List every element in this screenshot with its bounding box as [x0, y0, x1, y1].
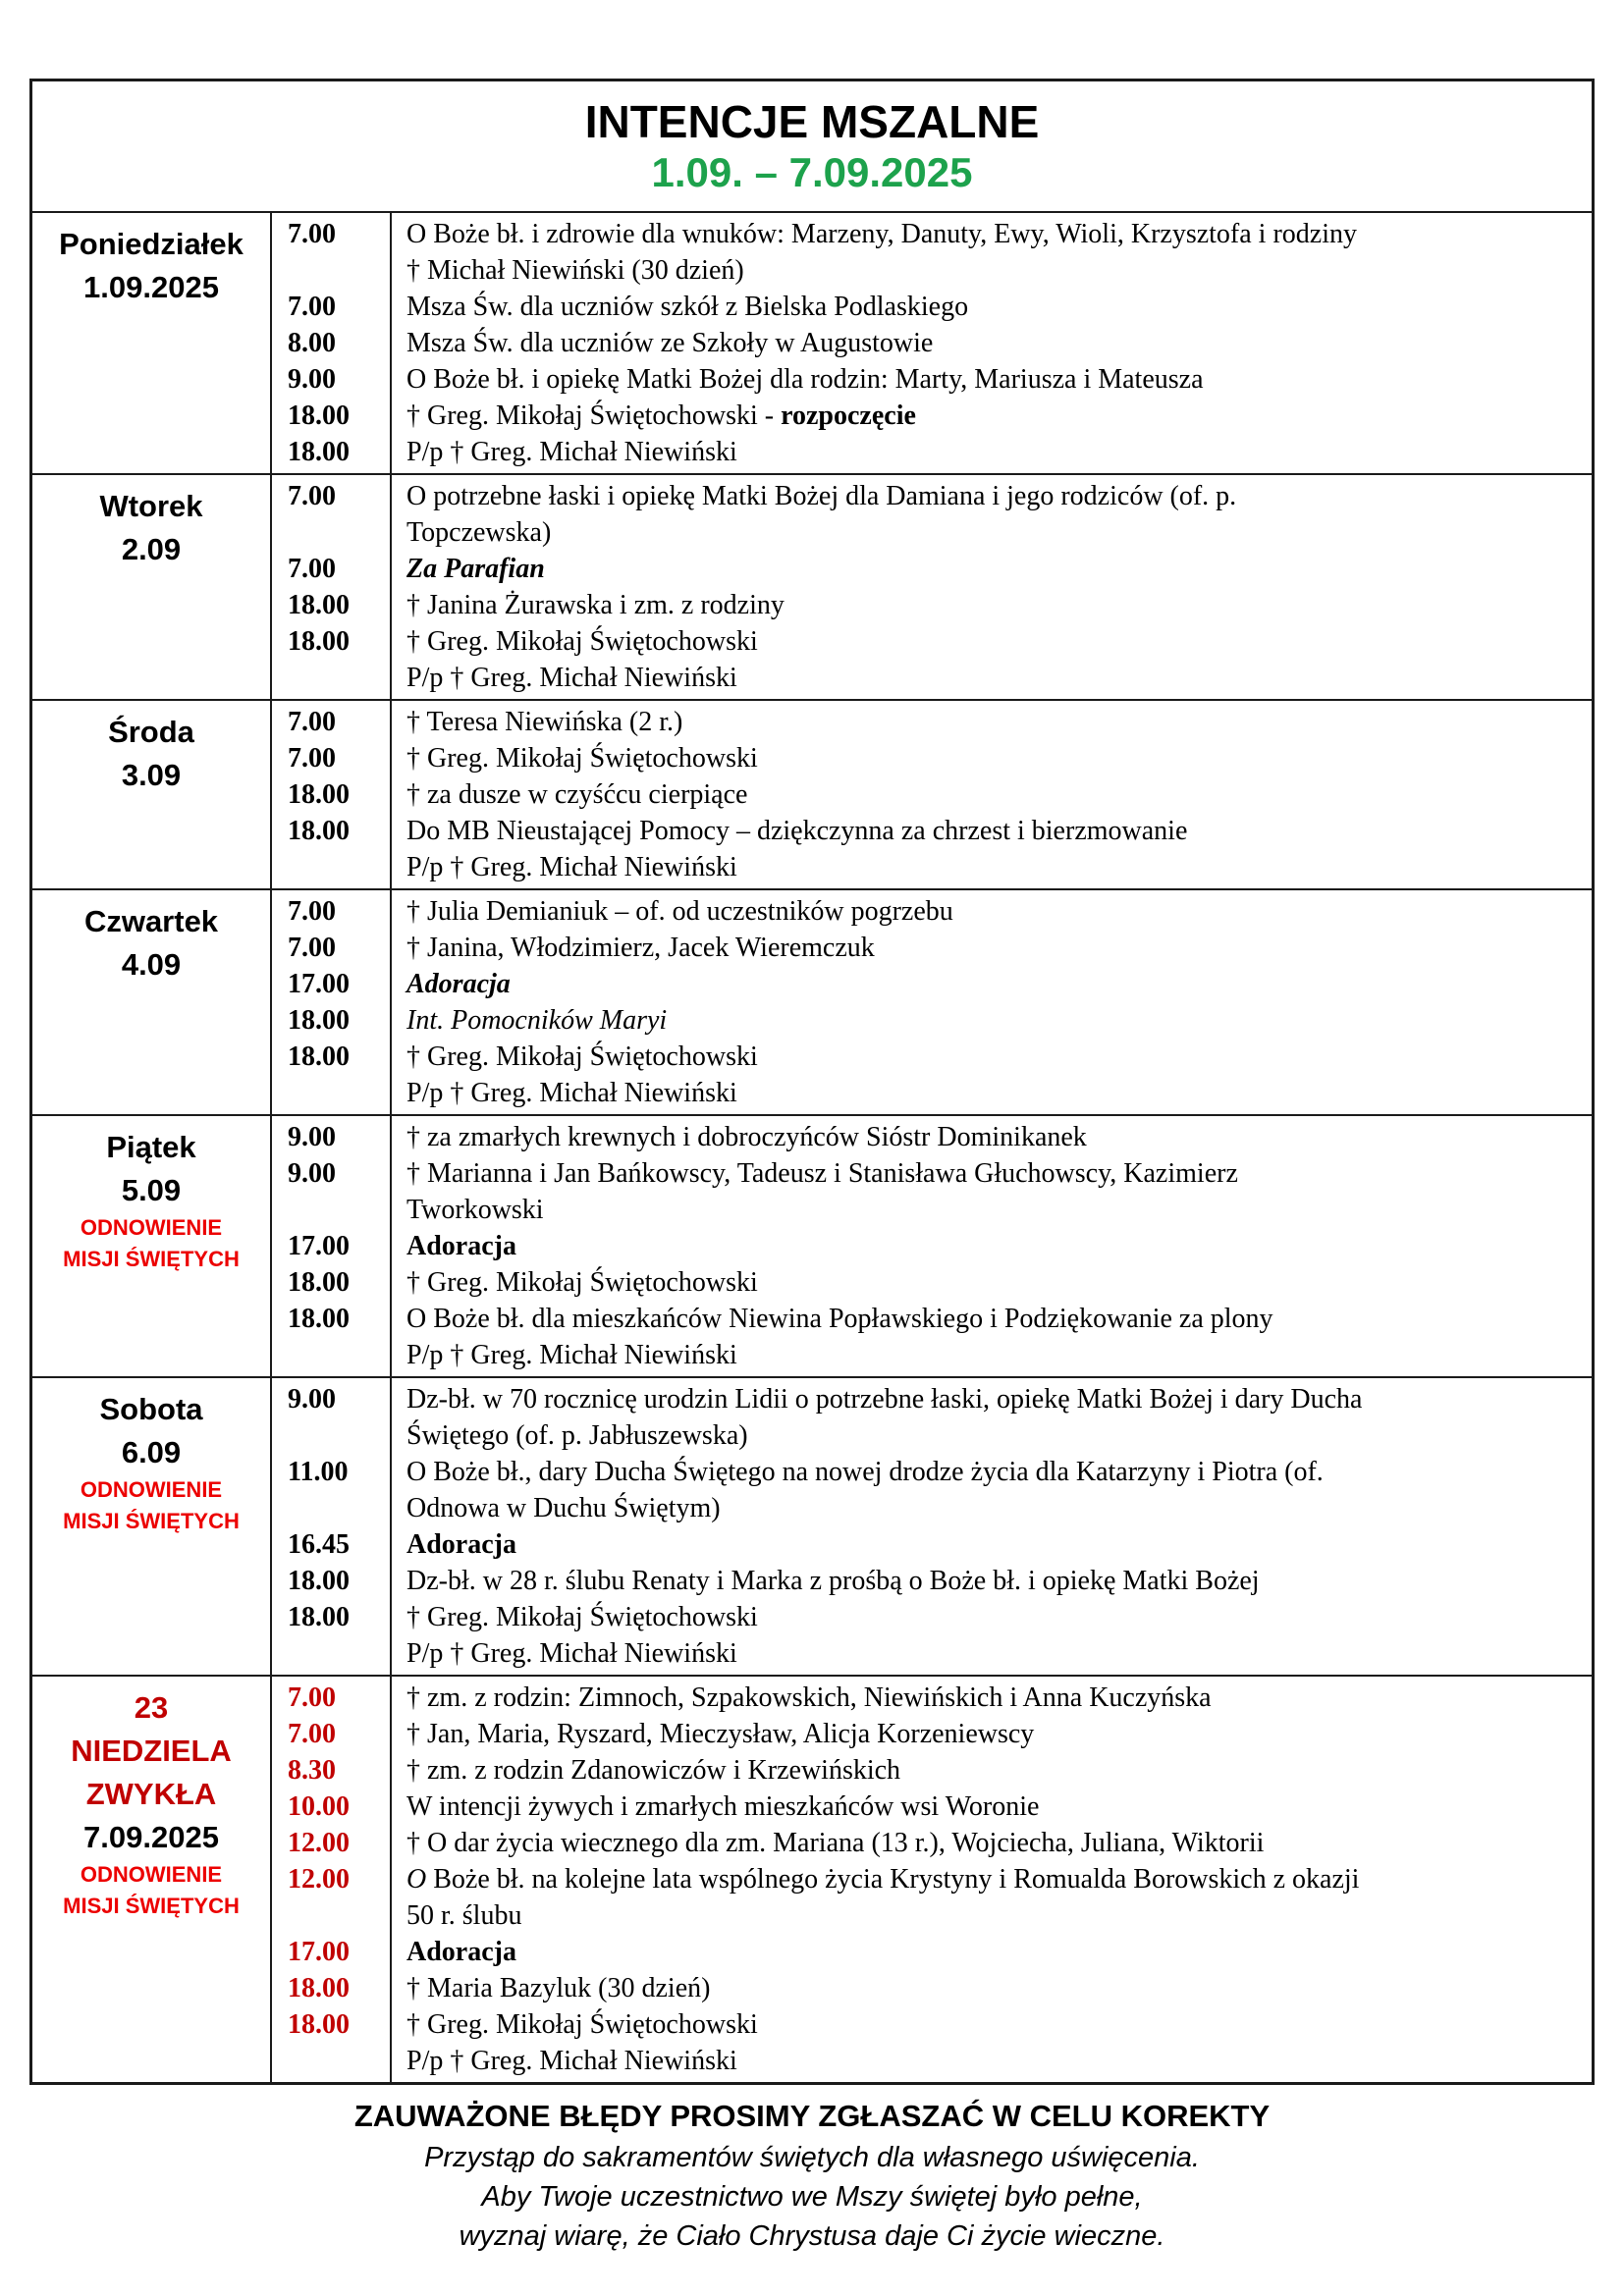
mass-item: [272, 325, 1592, 361]
mass-item: [272, 1119, 1592, 1155]
day-label-line: Wtorek: [99, 489, 203, 523]
intention-line: [406, 398, 1584, 434]
page-title: INTENCJE MSZALNE: [584, 96, 1040, 147]
mass-time: 7.00: [288, 554, 336, 584]
mass-intention: [390, 325, 1592, 361]
intention-text: P/p † Greg. Michał Niewiński: [406, 437, 737, 467]
mass-time: 12.00: [288, 1828, 350, 1858]
mass-item: [272, 623, 1592, 660]
day-items-cell: [272, 1677, 1592, 2082]
intention-line: [406, 849, 1584, 885]
mass-item: [272, 1075, 1592, 1111]
day-label-line: Czwartek: [83, 904, 219, 938]
mass-time: 7.00: [288, 1719, 336, 1749]
day-label-cell: [32, 475, 272, 699]
day-label-line: ZWYKŁA: [85, 1777, 217, 1811]
day-label-line: 4.09: [121, 947, 182, 982]
mass-intentions-table: [29, 79, 1595, 2085]
day-label-line: ODNOWIENIE: [80, 1477, 223, 1502]
day-label-cell: [32, 1378, 272, 1675]
mass-intention: [390, 623, 1592, 660]
mass-intention: [390, 2006, 1592, 2043]
day-label-line: NIEDZIELA: [71, 1734, 232, 1768]
mass-time: 18.00: [288, 437, 350, 467]
day-row: [32, 473, 1592, 699]
day-items-cell: [272, 701, 1592, 888]
mass-intention: [390, 1155, 1592, 1228]
intention-line: [406, 1119, 1584, 1155]
mass-item: [272, 813, 1592, 849]
mass-item: [272, 1228, 1592, 1264]
mass-time: 8.00: [288, 328, 336, 358]
mass-item: [272, 478, 1592, 551]
intention-text: Odnowa w Duchu Świętym): [406, 1493, 721, 1523]
mass-time: 18.00: [288, 626, 350, 657]
schedule-days: [32, 211, 1592, 2082]
intention-line: [406, 361, 1584, 398]
intention-text: O Boże bł., dary Ducha Świętego na nowej drodze życia dla Katarzyny i Piotra (of.: [406, 1457, 1324, 1487]
day-label-cell: [32, 890, 272, 1114]
mass-item: [272, 893, 1592, 930]
mass-time: 10.00: [288, 1791, 350, 1822]
intention-text: † Janina Żurawska i zm. z rodziny: [406, 590, 785, 620]
day-row: [32, 699, 1592, 888]
mass-intention: [390, 1337, 1592, 1373]
mass-intention: [390, 216, 1592, 289]
intention-text: † Janina, Włodzimierz, Jacek Wieremczuk: [406, 933, 875, 963]
mass-time: 17.00: [288, 1231, 350, 1261]
date-range: 1.09. – 7.09.2025: [651, 149, 973, 195]
intention-text: Msza Św. dla uczniów ze Szkoły w Augustowie: [406, 328, 934, 358]
mass-time: 7.00: [288, 933, 336, 963]
day-label-line: 3.09: [121, 758, 182, 792]
mass-intention: [390, 587, 1592, 623]
mass-time: [272, 1075, 390, 1111]
intention-text: O Boże bł. dla mieszkańców Niewina Popławskiego i Podziękowanie za plony: [406, 1304, 1273, 1334]
mass-item: [272, 1599, 1592, 1635]
mass-intention: [390, 1264, 1592, 1301]
day-label-line: 5.09: [121, 1173, 182, 1207]
day-label-line: MISJI ŚWIĘTYCH: [63, 1509, 240, 1533]
intention-line: [406, 478, 1584, 514]
mass-time: 7.00: [288, 707, 336, 737]
intention-line: [406, 1075, 1584, 1111]
intention-text: O Boże bł. i opiekę Matki Bożej dla rodzin: Marty, Mariusza i Mateusza: [406, 364, 1204, 395]
mass-intention: [390, 478, 1592, 551]
intention-text: O potrzebne łaski i opiekę Matki Bożej dla Damiana i jego rodziców (of. p.: [406, 481, 1237, 511]
day-row: [32, 888, 1592, 1114]
mass-item: [272, 361, 1592, 398]
intention-text: Msza Św. dla uczniów szkół z Bielska Podlaskiego: [406, 292, 969, 322]
mass-time: 18.00: [288, 1566, 350, 1596]
mass-intention: [390, 849, 1592, 885]
intention-text: Boże bł. na kolejne lata wspólnego życia Krystyny i Romualda Borowskich z okazji: [433, 1864, 1360, 1895]
intention-text: P/p † Greg. Michał Niewiński: [406, 852, 737, 882]
intention-line: [406, 966, 1584, 1002]
intention-line: [406, 1789, 1584, 1825]
mass-intention: [390, 289, 1592, 325]
intention-text: P/p † Greg. Michał Niewiński: [406, 1078, 737, 1108]
mass-time: [272, 2043, 390, 2079]
mass-item: [272, 1002, 1592, 1039]
intention-text: † zm. z rodzin: Zimnoch, Szpakowskich, Niewińskich i Anna Kuczyńska: [406, 1682, 1212, 1713]
mass-time: 17.00: [288, 969, 350, 999]
mass-intention: [390, 930, 1592, 966]
day-label-cell: [32, 213, 272, 473]
mass-item: [272, 966, 1592, 1002]
intention-text: rozpoczęcie: [781, 400, 916, 431]
errors-notice: ZAUWAŻONE BŁĘDY PROSIMY ZGŁASZAĆ W CELU KOREKTY: [353, 2099, 1271, 2133]
mass-item: [272, 1752, 1592, 1789]
intention-line: [406, 704, 1584, 740]
mass-time: 9.00: [288, 1384, 336, 1415]
intention-text: † za dusze w czyśćcu cierpiące: [406, 779, 748, 810]
intention-text: Topczewska): [406, 517, 552, 548]
day-items-cell: [272, 1116, 1592, 1376]
intention-text: † Greg. Mikołaj Świętochowski: [406, 2009, 758, 2040]
mass-intention: [390, 1563, 1592, 1599]
intention-text: Dz-bł. w 70 rocznicę urodzin Lidii o potrzebne łaski, opiekę Matki Bożej i dary Ducha: [406, 1384, 1363, 1415]
mass-time: 18.00: [288, 400, 350, 431]
mass-item: [272, 1381, 1592, 1454]
intention-line: [406, 434, 1584, 470]
mass-time: 18.00: [288, 1973, 350, 2003]
mass-time: 12.00: [288, 1864, 350, 1895]
mass-time: 18.00: [288, 1041, 350, 1072]
intention-text: P/p † Greg. Michał Niewiński: [406, 1340, 737, 1370]
intention-line: [406, 1563, 1584, 1599]
footer-exhortation-line: wyznaj wiarę, że Ciało Chrystusa daje Ci życie wieczne.: [459, 2220, 1165, 2252]
mass-item: [272, 930, 1592, 966]
mass-item: [272, 1337, 1592, 1373]
mass-intention: [390, 704, 1592, 740]
mass-intention: [390, 893, 1592, 930]
intention-text: † Greg. Mikołaj Świętochowski -: [406, 400, 782, 431]
day-label-line: MISJI ŚWIĘTYCH: [63, 1894, 240, 1918]
mass-intention: [390, 660, 1592, 696]
day-label-line: MISJI ŚWIĘTYCH: [63, 1247, 240, 1271]
day-label-line: 23: [134, 1690, 169, 1725]
intention-line: [406, 813, 1584, 849]
mass-item: [272, 587, 1592, 623]
mass-intention: [390, 1039, 1592, 1075]
mass-intention: [390, 1680, 1592, 1716]
intention-text: † Greg. Mikołaj Świętochowski: [406, 1267, 758, 1298]
mass-time: 17.00: [288, 1937, 350, 1967]
day-label-line: 7.09.2025: [83, 1820, 219, 1854]
intention-line: [406, 514, 1584, 551]
mass-time: [272, 1337, 390, 1373]
mass-item: [272, 704, 1592, 740]
intention-text: † Greg. Mikołaj Świętochowski: [406, 1041, 758, 1072]
mass-item: [272, 289, 1592, 325]
mass-intention: [390, 1381, 1592, 1454]
mass-item: [272, 1825, 1592, 1861]
mass-item: [272, 1680, 1592, 1716]
intention-text: Dz-bł. w 28 r. ślubu Renaty i Marka z prośbą o Boże bł. i opiekę Matki Bożej: [406, 1566, 1260, 1596]
intention-text: P/p † Greg. Michał Niewiński: [406, 2046, 737, 2076]
day-items-cell: [272, 213, 1592, 473]
mass-time: 7.00: [288, 1682, 336, 1713]
mass-item: [272, 1454, 1592, 1526]
mass-time: 18.00: [288, 590, 350, 620]
intention-text: Adoracja: [406, 1529, 516, 1560]
intention-text: † Julia Demianiuk – of. od uczestników pogrzebu: [406, 896, 953, 927]
intention-text: O: [406, 1864, 434, 1895]
intention-line: [406, 1490, 1584, 1526]
mass-intention: [390, 551, 1592, 587]
intention-line: [406, 1155, 1584, 1192]
intention-text: † Michał Niewiński (30 dzień): [406, 255, 744, 286]
footer-exhortation-line: Aby Twoje uczestnictwo we Mszy świętej było pełne,: [481, 2181, 1143, 2213]
table-header: [32, 81, 1592, 211]
mass-intention: [390, 740, 1592, 776]
intention-text: P/p † Greg. Michał Niewiński: [406, 663, 737, 693]
mass-intention: [390, 966, 1592, 1002]
day-label-line: Sobota: [99, 1392, 203, 1426]
day-label-line: 6.09: [121, 1435, 182, 1469]
mass-intention: [390, 1454, 1592, 1526]
intention-line: [406, 1039, 1584, 1075]
intention-text: † zm. z rodzin Zdanowiczów i Krzewińskich: [406, 1755, 901, 1786]
day-row: [32, 211, 1592, 473]
intention-line: [406, 1861, 1584, 1897]
mass-intention: [390, 1301, 1592, 1337]
day-label-line: Poniedziałek: [59, 227, 244, 261]
mass-item: [272, 216, 1592, 289]
mass-time: 9.00: [288, 1122, 336, 1152]
intention-line: [406, 1897, 1584, 1934]
mass-time: 18.00: [288, 2009, 350, 2040]
mass-time: 7.00: [288, 219, 336, 249]
mass-intention: [390, 1002, 1592, 1039]
footer-exhortation-line: Przystąp do sakramentów świętych dla własnego uświęcenia.: [424, 2142, 1200, 2173]
mass-time: 18.00: [288, 779, 350, 810]
mass-item: [272, 551, 1592, 587]
intention-line: [406, 252, 1584, 289]
mass-time: [272, 660, 390, 696]
mass-item: [272, 776, 1592, 813]
intention-line: [406, 1002, 1584, 1039]
day-label-cell: [32, 1677, 272, 2082]
mass-item: [272, 1039, 1592, 1075]
intention-line: [406, 1454, 1584, 1490]
mass-time: 7.00: [288, 481, 336, 511]
mass-intention: [390, 1789, 1592, 1825]
intention-line: [406, 1970, 1584, 2006]
mass-item: [272, 1861, 1592, 1934]
intention-line: [406, 551, 1584, 587]
footer: [0, 2095, 1624, 2256]
intention-line: [406, 1680, 1584, 1716]
mass-time: 8.30: [288, 1755, 336, 1786]
intention-line: [406, 1825, 1584, 1861]
day-label-cell: [32, 701, 272, 888]
intention-text: P/p † Greg. Michał Niewiński: [406, 1638, 737, 1669]
day-label-line: 1.09.2025: [83, 270, 219, 304]
intention-line: [406, 1264, 1584, 1301]
mass-intention: [390, 1825, 1592, 1861]
mass-time: 11.00: [288, 1457, 349, 1487]
day-items-cell: [272, 1378, 1592, 1675]
mass-item: [272, 1789, 1592, 1825]
intention-line: [406, 1934, 1584, 1970]
intention-line: [406, 325, 1584, 361]
mass-time: 18.00: [288, 1267, 350, 1298]
intention-line: [406, 776, 1584, 813]
intention-line: [406, 1752, 1584, 1789]
day-items-cell: [272, 890, 1592, 1114]
intention-text: † za zmarłych krewnych i dobroczyńców Sióstr Dominikanek: [406, 1122, 1087, 1152]
day-items-cell: [272, 475, 1592, 699]
intention-text: Adoracja: [406, 969, 511, 999]
mass-item: [272, 849, 1592, 885]
intention-text: Za Parafian: [406, 554, 545, 584]
mass-item: [272, 660, 1592, 696]
mass-time: 18.00: [288, 816, 350, 846]
mass-intention: [390, 1635, 1592, 1672]
mass-time: 7.00: [288, 743, 336, 774]
mass-item: [272, 1301, 1592, 1337]
intention-text: † Jan, Maria, Ryszard, Mieczysław, Alicja Korzeniewscy: [406, 1719, 1035, 1749]
mass-time: [272, 1635, 390, 1672]
intention-text: † Marianna i Jan Bańkowscy, Tadeusz i Stanisława Głuchowscy, Kazimierz: [406, 1158, 1238, 1189]
mass-intention: [390, 776, 1592, 813]
mass-item: [272, 1716, 1592, 1752]
intention-line: [406, 1228, 1584, 1264]
mass-item: [272, 2043, 1592, 2079]
mass-time: 9.00: [288, 364, 336, 395]
mass-item: [272, 1264, 1592, 1301]
intention-text: W intencji żywych i zmarłych mieszkańców wsi Woronie: [406, 1791, 1040, 1822]
intention-text: Świętego (of. p. Jabłuszewska): [406, 1420, 748, 1451]
intention-text: † O dar życia wiecznego dla zm. Mariana (13 r.), Wojciecha, Juliana, Wiktorii: [406, 1828, 1265, 1858]
day-label-line: 2.09: [121, 532, 182, 566]
intention-line: [406, 1301, 1584, 1337]
mass-intention: [390, 813, 1592, 849]
mass-item: [272, 1563, 1592, 1599]
intention-line: [406, 893, 1584, 930]
mass-time: 18.00: [288, 1005, 350, 1036]
mass-item: [272, 434, 1592, 470]
mass-item: [272, 398, 1592, 434]
intention-text: O Boże bł. i zdrowie dla wnuków: Marzeny, Danuty, Ewy, Wioli, Krzysztofa i rodziny: [406, 219, 1357, 249]
intention-line: [406, 660, 1584, 696]
intention-text: † Teresa Niewińska (2 r.): [406, 707, 683, 737]
mass-intention: [390, 398, 1592, 434]
intention-text: Do MB Nieustającej Pomocy – dziękczynna za chrzest i bierzmowanie: [406, 816, 1188, 846]
intention-text: † Greg. Mikołaj Świętochowski: [406, 626, 758, 657]
intention-text: Tworkowski: [406, 1195, 544, 1225]
intention-line: [406, 1716, 1584, 1752]
mass-intention: [390, 434, 1592, 470]
mass-item: [272, 1934, 1592, 1970]
intention-text: † Greg. Mikołaj Świętochowski: [406, 743, 758, 774]
intention-line: [406, 1417, 1584, 1454]
day-label-line: ODNOWIENIE: [80, 1215, 223, 1240]
mass-time: 9.00: [288, 1158, 336, 1189]
intention-line: [406, 623, 1584, 660]
intention-line: [406, 1337, 1584, 1373]
mass-item: [272, 1155, 1592, 1228]
mass-intention: [390, 1970, 1592, 2006]
intention-text: † Maria Bazyluk (30 dzień): [406, 1973, 711, 2003]
intention-line: [406, 289, 1584, 325]
intention-line: [406, 930, 1584, 966]
intention-text: Adoracja: [406, 1937, 516, 1967]
intention-line: [406, 1526, 1584, 1563]
intention-line: [406, 216, 1584, 252]
intention-line: [406, 2043, 1584, 2079]
mass-item: [272, 1970, 1592, 2006]
mass-intention: [390, 1599, 1592, 1635]
mass-intention: [390, 1934, 1592, 1970]
intention-line: [406, 1381, 1584, 1417]
mass-time: 18.00: [288, 1304, 350, 1334]
mass-intention: [390, 1526, 1592, 1563]
mass-intention: [390, 361, 1592, 398]
mass-item: [272, 740, 1592, 776]
mass-intention: [390, 1228, 1592, 1264]
intention-line: [406, 1599, 1584, 1635]
intention-line: [406, 1635, 1584, 1672]
mass-intention: [390, 1752, 1592, 1789]
mass-time: 16.45: [288, 1529, 350, 1560]
day-row: [32, 1675, 1592, 2082]
mass-intention: [390, 1861, 1592, 1934]
mass-time: 7.00: [288, 896, 336, 927]
mass-time: 7.00: [288, 292, 336, 322]
mass-intention: [390, 1119, 1592, 1155]
day-label-line: Środa: [108, 715, 194, 749]
mass-item: [272, 1635, 1592, 1672]
mass-intention: [390, 1716, 1592, 1752]
intention-line: [406, 1192, 1584, 1228]
intention-line: [406, 740, 1584, 776]
mass-item: [272, 2006, 1592, 2043]
intention-text: † Greg. Mikołaj Świętochowski: [406, 1602, 758, 1632]
day-row: [32, 1114, 1592, 1376]
mass-item: [272, 1526, 1592, 1563]
intention-text: Int. Pomocników Maryi: [406, 1005, 668, 1036]
day-label-cell: [32, 1116, 272, 1376]
mass-intention: [390, 1075, 1592, 1111]
day-label-line: ODNOWIENIE: [80, 1862, 223, 1887]
mass-time: [272, 849, 390, 885]
intention-text: Adoracja: [406, 1231, 516, 1261]
day-label-line: Piątek: [106, 1130, 196, 1164]
intention-line: [406, 587, 1584, 623]
intention-text: 50 r. ślubu: [406, 1900, 522, 1931]
mass-intention: [390, 2043, 1592, 2079]
mass-time: 18.00: [288, 1602, 350, 1632]
day-row: [32, 1376, 1592, 1675]
intention-line: [406, 2006, 1584, 2043]
